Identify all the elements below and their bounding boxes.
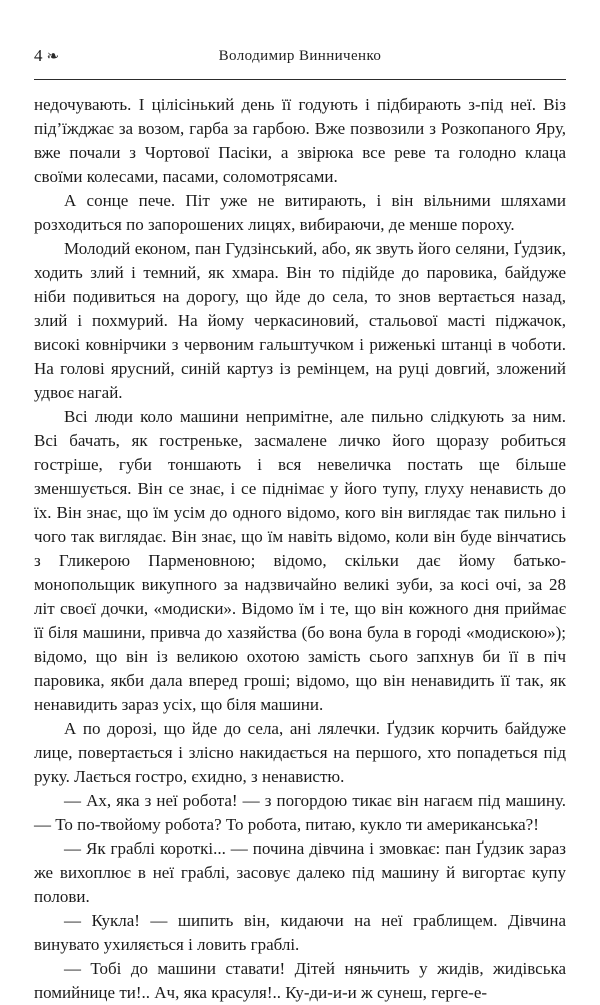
paragraph: Молодий економ, пан Гудзінський, або, як звуть його селяни, Ґудзик, ходить злий і темний, як хмара. Він то підійде до паровика, байдуже ніби подивиться на дорогу, що йде до села, то знов вертається назад, злий і похмурий. На йому черкасиновий, стальової масті піджачок, високі ковнірчики з червоним гальштучком і риженькі штанці в чоботи. На голові ярусний, синій картуз із ремінцем, на руці довгий, зложений удвоє нагай. bbox=[34, 239, 566, 402]
paragraph: — Кукла! — шипить він, кидаючи на неї граблищем. Дівчина винувато ухиляється і ловить граблі. bbox=[34, 911, 566, 954]
header-rule bbox=[34, 79, 566, 80]
running-header-title: Володимир Винниченко bbox=[218, 48, 382, 64]
paragraph: — Ах, яка з неї робота! — з погордою тикає він нагаєм під машину. — То по-твойому робота? То робота, питаю, кукло ти американська?! bbox=[34, 791, 566, 834]
paragraph: А по дорозі, що йде до села, ані лялечки. Ґудзик корчить байдуже лице, повертається і злісно накидається на першого, хто попадеться під руку. Лається гостро, єхидно, з ненавистю. bbox=[34, 719, 566, 786]
page-header bbox=[34, 46, 566, 70]
paragraph: — Як граблі короткі... — почина дівчина і змовкає: пан Ґудзик зараз же вихоплює в неї граблі, засовує далеко під машину й вигортає купу полови. bbox=[34, 839, 566, 906]
text-block bbox=[34, 93, 566, 1005]
paragraph: А сонце пече. Піт уже не витирають, і він вільними шляхами розходиться по запорошених лицях, вибираючи, де менше пороху. bbox=[34, 191, 566, 234]
paragraph: Всі люди коло машини непримітне, але пильно слідкують за ним. Всі бачать, як гостреньке, засмалене личко його щоразу робиться гостріше, губи тоншають і вся невеличка постать ще більше зменшується. Він се знає, і се піднімає у його тупу, глуху ненависть до їх. Він знає, що їм усім до одного відомо, кого він виглядає так пильно і чого так виглядає. Він знає, що їм навіть відомо, коли він буде вінчатись з Гликерою Парменовною; відомо, скільки дає йому батько-монопольщик викупного за надзвичайно великі зуби, за косі очі, за 28 літ своєї дочки, «модиски». Відомо їм і те, що він кожного дня приймає її біля машини, привча до хазяйства (бо вона була в городі «модискою»); відомо, що він із великою охотою замість сього запхнув би її в піч паровика, якби дала вперед гроші; відомо, що він ненавидить її так, як ненавидить зараз усіх, що біля машини. bbox=[34, 407, 566, 714]
paragraph: недочувають. І цілісінький день її годують і підбирають з-під неї. Віз під’їжджає за возом, гарба за гарбою. Вже позвозили з Розкопаного Яру, вже почали з Чортової Пасіки, а звірюка все реве та голодно клаца своїми колесами, пасами, соломотрясами. bbox=[34, 95, 566, 186]
paragraph: — Тобі до машини ставати! Дітей няньчить у жидів, жидівська помийнице ти!.. Ач, яка красуля!.. Ку-ди-и-и ж сунеш, герге-е- bbox=[34, 959, 566, 1002]
page-number: 4 bbox=[34, 46, 43, 65]
floral-ornament-icon: ❧ bbox=[46, 49, 60, 65]
